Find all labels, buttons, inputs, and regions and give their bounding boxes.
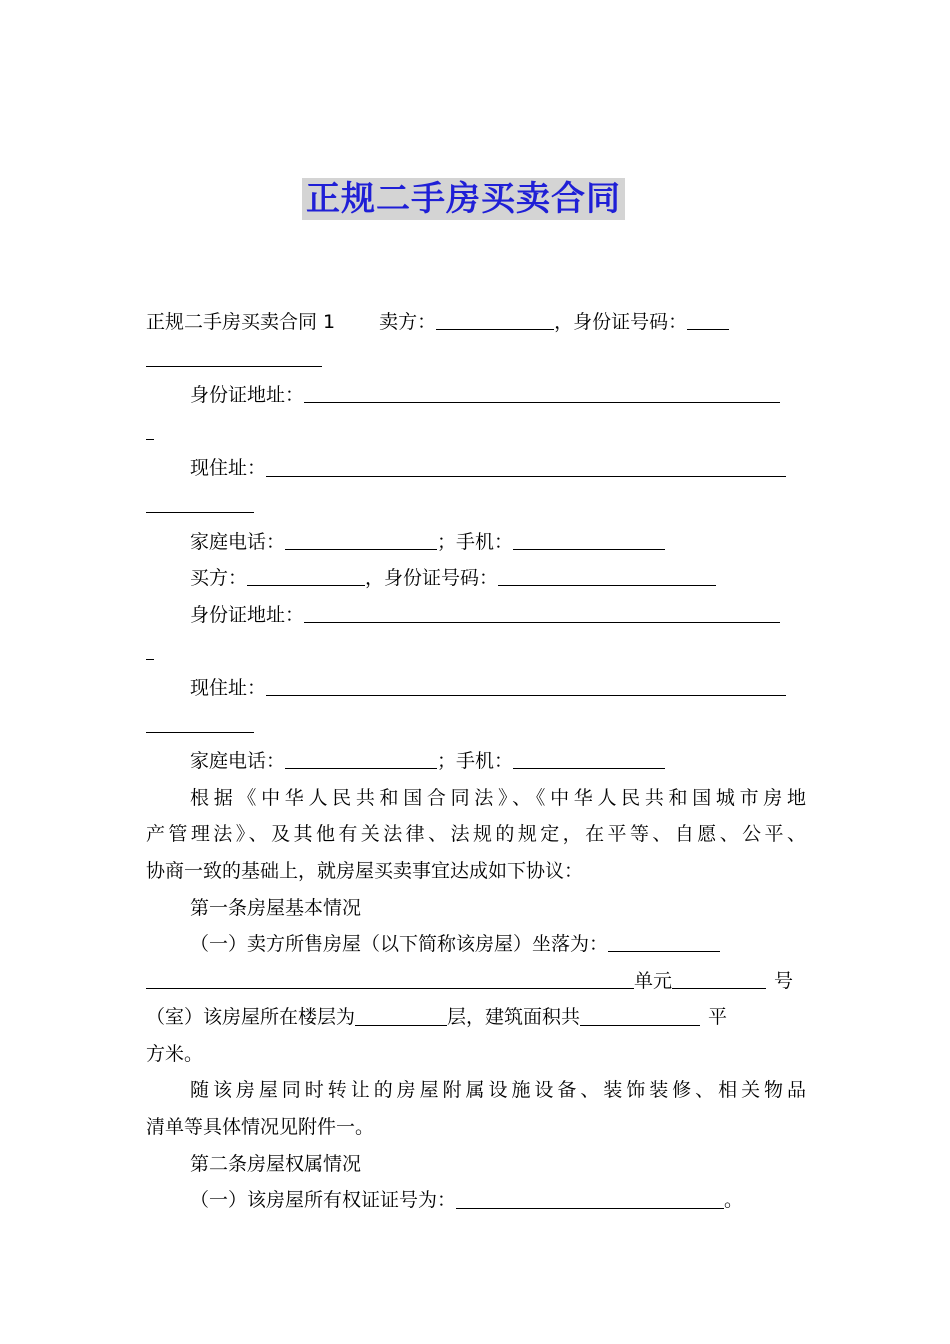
seller-id-address-blank-continued[interactable]	[146, 419, 154, 440]
seller-current-address-continued	[146, 487, 806, 524]
seller-id-address-line	[146, 377, 806, 414]
buyer-id-address-blank-continued[interactable]	[146, 639, 154, 660]
buyer-home-phone-blank[interactable]	[285, 748, 437, 769]
buyer-mobile-label: ；手机：	[437, 750, 514, 773]
area-blank[interactable]	[580, 1005, 700, 1026]
seller-id-address-blank[interactable]	[304, 383, 780, 404]
seller-phone-line	[146, 524, 806, 561]
article-1-sqm-line: 方米。	[146, 1042, 204, 1065]
seller-id-blank-continued[interactable]	[146, 346, 322, 367]
article-2-heading: 第二条房屋权属情况	[190, 1152, 362, 1175]
document-title: 正规二手房买卖合同	[302, 178, 625, 220]
seller-home-phone-blank[interactable]	[285, 529, 437, 550]
contract-body	[146, 304, 806, 1219]
seller-label: 卖方：	[379, 311, 437, 333]
article-1-heading: 第一条房屋基本情况	[190, 896, 362, 919]
buyer-name-blank[interactable]	[247, 565, 365, 586]
period-mark: 。	[724, 1189, 744, 1212]
buyer-id-address-line	[146, 597, 806, 634]
buyer-label: 买方：	[190, 567, 248, 590]
article-2-certificate-line	[146, 1182, 806, 1219]
seller-current-address-line	[146, 450, 806, 487]
buyer-id-address-continued	[146, 633, 806, 670]
article-1-location-line	[146, 926, 806, 963]
buyer-current-address-continued	[146, 707, 806, 744]
seller-id-address-label: 身份证地址：	[190, 384, 305, 407]
legal-basis-line-3: 协商一致的基础上，就房屋买卖事宜达成如下协议：	[146, 859, 584, 882]
seller-mobile-label: ；手机：	[437, 530, 514, 553]
location-blank-continued[interactable]	[146, 968, 634, 989]
certificate-label: （一）该房屋所有权证证号为：	[190, 1189, 457, 1212]
buyer-id-address-blank[interactable]	[304, 602, 780, 623]
floor-blank[interactable]	[355, 1005, 447, 1026]
seller-id-address-continued	[146, 414, 806, 451]
legal-basis-line-2: 产管理法》、及其他有关法律、法规的规定，在平等、自愿、公平、	[146, 823, 806, 846]
number-label: 号	[774, 969, 794, 992]
seller-id-continued	[146, 341, 806, 378]
unit-blank[interactable]	[672, 968, 766, 989]
location-blank[interactable]	[608, 931, 720, 952]
buyer-current-address-blank-continued[interactable]	[146, 712, 254, 733]
certificate-blank[interactable]	[456, 1188, 724, 1209]
buyer-current-address-label: 现住址：	[190, 676, 267, 699]
buyer-line	[146, 560, 806, 597]
location-label: （一）卖方所售房屋（以下简称该房屋）坐落为：	[190, 933, 609, 956]
buyer-phone-line	[146, 743, 806, 780]
contract-number-label: 正规二手房买卖合同 1	[146, 311, 336, 333]
floor-label: （室）该房屋所在楼层为	[146, 1006, 356, 1029]
unit-label: 单元	[634, 969, 673, 992]
seller-current-address-label: 现住址：	[190, 457, 267, 480]
attachment-line-1: 随该房屋同时转让的房屋附属设施设备、装饰装修、相关物品	[190, 1079, 806, 1102]
seller-id-blank[interactable]	[687, 309, 729, 330]
article-1-unit-line	[146, 963, 806, 1000]
seller-line	[146, 304, 806, 341]
seller-mobile-blank[interactable]	[513, 529, 665, 550]
seller-current-address-blank-continued[interactable]	[146, 492, 254, 513]
seller-home-phone-label: 家庭电话：	[190, 530, 286, 553]
buyer-id-label: ，身份证号码：	[365, 567, 499, 590]
seller-name-blank[interactable]	[436, 309, 554, 330]
buyer-id-address-label: 身份证地址：	[190, 603, 305, 626]
buyer-current-address-blank[interactable]	[266, 675, 786, 696]
seller-id-label: ，身份证号码：	[554, 311, 688, 333]
attachment-line-2: 清单等具体情况见附件一。	[146, 1116, 375, 1139]
article-1-floor-line	[146, 999, 806, 1036]
legal-basis-line-1: 根据《中华人民共和国合同法》、《中华人民共和国城市房地	[190, 786, 806, 809]
area-label: 层，建筑面积共	[447, 1006, 581, 1029]
seller-current-address-blank[interactable]	[266, 456, 786, 477]
area-unit-label: 平	[708, 1006, 728, 1029]
buyer-home-phone-label: 家庭电话：	[190, 750, 286, 773]
buyer-id-blank[interactable]	[498, 565, 716, 586]
buyer-mobile-blank[interactable]	[513, 748, 665, 769]
buyer-current-address-line	[146, 670, 806, 707]
